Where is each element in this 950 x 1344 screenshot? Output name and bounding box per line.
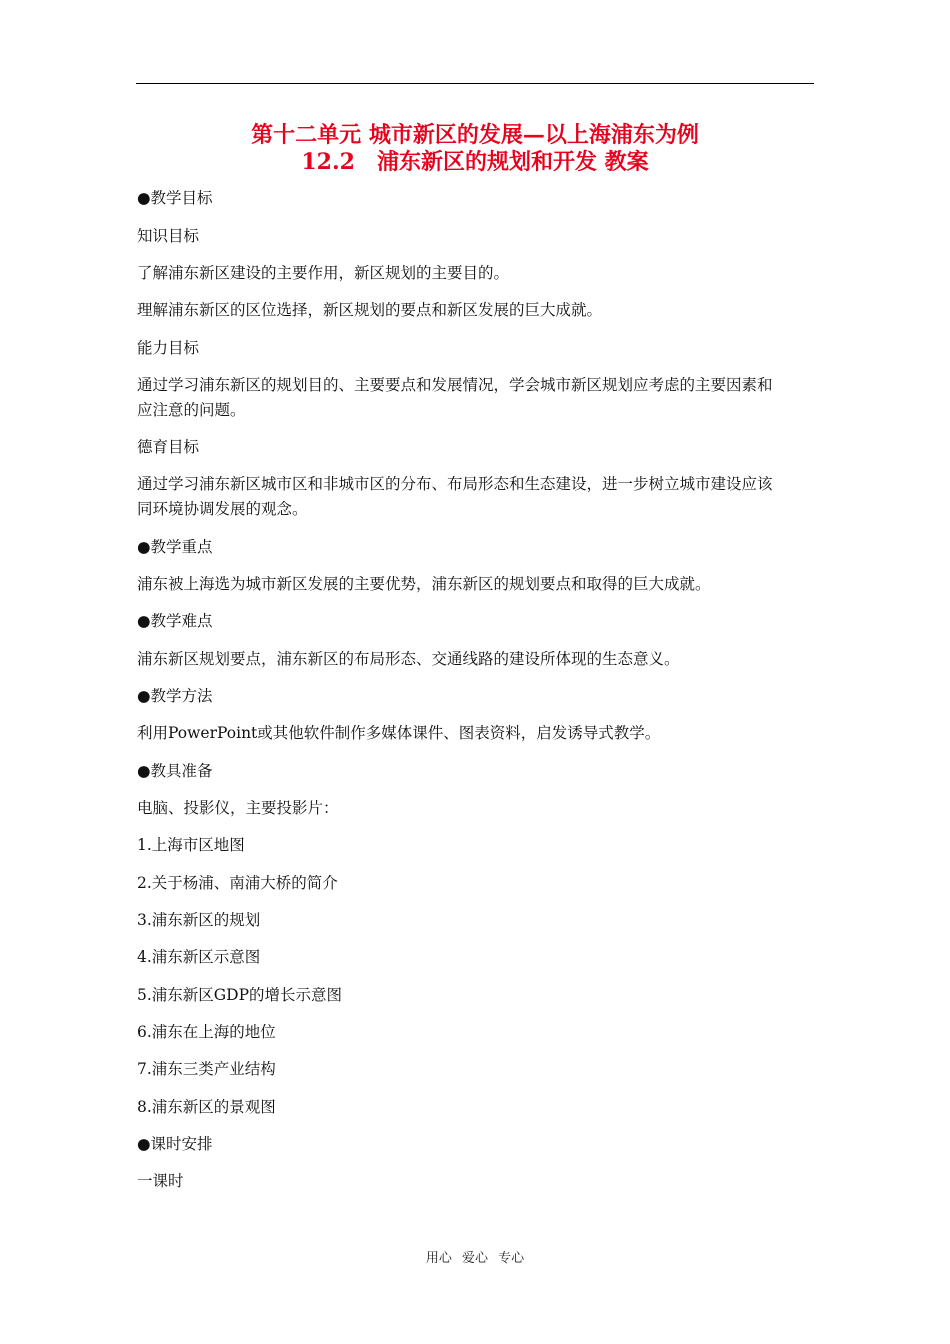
subheading-knowledge: 知识目标 <box>137 227 200 245</box>
list-item: 5.浦东新区GDP的增长示意图 <box>137 986 343 1004</box>
paragraph-continued: 应注意的问题。 <box>137 401 246 419</box>
paragraph: 一课时 <box>137 1172 184 1190</box>
list-item: 2.关于杨浦、南浦大桥的简介 <box>137 874 338 892</box>
paragraph: 理解浦东新区的区位选择，新区规划的要点和新区发展的巨大成就。 <box>137 301 603 319</box>
section-heading-materials: ●教具准备 <box>137 762 213 780</box>
paragraph: 利用PowerPoint或其他软件制作多媒体课件、图表资料，启发诱导式教学。 <box>137 724 661 742</box>
list-item: 6.浦东在上海的地位 <box>137 1023 276 1041</box>
section-heading-objectives: ●教学目标 <box>137 189 213 207</box>
list-item: 4.浦东新区示意图 <box>137 948 261 966</box>
paragraph: 了解浦东新区建设的主要作用，新区规划的主要目的。 <box>137 264 510 282</box>
list-item: 8.浦东新区的景观图 <box>137 1098 276 1116</box>
paragraph: 浦东被上海选为城市新区发展的主要优势，浦东新区的规划要点和取得的巨大成就。 <box>137 575 711 593</box>
paragraph: 通过学习浦东新区的规划目的、主要要点和发展情况，学会城市新区规划应考虑的主要因素和 <box>137 376 773 394</box>
header-rule <box>136 83 814 84</box>
section-heading-difficulties: ●教学难点 <box>137 612 213 630</box>
section-heading-schedule: ●课时安排 <box>137 1135 213 1153</box>
subheading-moral: 德育目标 <box>137 438 200 456</box>
list-item: 3.浦东新区的规划 <box>137 911 261 929</box>
section-heading-key-points: ●教学重点 <box>137 538 213 556</box>
list-item: 1.上海市区地图 <box>137 836 245 854</box>
document-title-line1: 第十二单元 城市新区的发展—以上海浦东为例 <box>251 122 699 148</box>
document-title-line2: 12.2 浦东新区的规划和开发 教案 <box>301 149 649 175</box>
paragraph: 浦东新区规划要点，浦东新区的布局形态、交通线路的建设所体现的生态意义。 <box>137 650 680 668</box>
list-item: 7.浦东三类产业结构 <box>137 1060 276 1078</box>
subheading-ability: 能力目标 <box>137 339 200 357</box>
page-footer: 用心 爱心 专心 <box>425 1251 525 1266</box>
section-heading-methods: ●教学方法 <box>137 687 213 705</box>
paragraph-continued: 同环境协调发展的观念。 <box>137 500 308 518</box>
paragraph: 电脑、投影仪，主要投影片： <box>137 799 339 817</box>
paragraph: 通过学习浦东新区城市区和非城市区的分布、布局形态和生态建设，进一步树立城市建设应该 <box>137 475 773 493</box>
